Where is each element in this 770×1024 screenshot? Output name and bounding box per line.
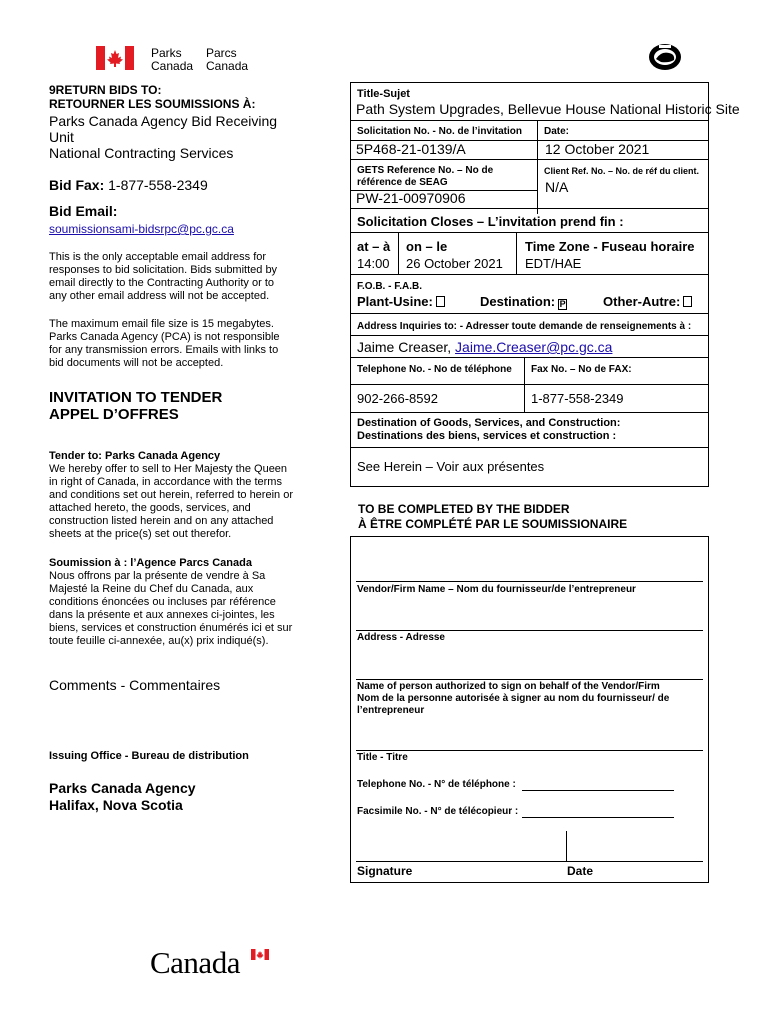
- address-line[interactable]: [356, 630, 703, 631]
- wordmark-flag-icon: [251, 949, 269, 960]
- destination-label: Destination:: [480, 294, 556, 309]
- canada-wordmark-text: Canada: [150, 945, 240, 980]
- email-note-1: [49, 251, 277, 303]
- parks-canada-signature: [96, 46, 256, 74]
- fax-value: 1-877-558-2349: [531, 391, 624, 406]
- telephone-field-label: Telephone No. - N° de téléphone :: [357, 779, 516, 790]
- timezone-label: Time Zone - Fuseau horaire: [525, 239, 695, 254]
- plant-checkbox[interactable]: [436, 296, 445, 307]
- title-line[interactable]: [356, 750, 703, 751]
- at-value: 14:00: [357, 256, 390, 271]
- note1-line: email directly to the Contracting Authority or to: [49, 277, 274, 289]
- note2-line: bid documents will not be accepted.: [49, 357, 224, 369]
- bid-email-link[interactable]: soumissionsami-bidsrpc@pc.gc.ca: [49, 222, 234, 236]
- return-bids-label: 9RETURN BIDS TO:: [49, 83, 162, 97]
- soumission-to: Soumission à : l’Agence Parcs Canada: [49, 557, 252, 569]
- soumission-body: [49, 570, 292, 648]
- destination-goods-en: Destination of Goods, Services, and Construction:: [357, 417, 621, 429]
- authorized-line[interactable]: [356, 679, 703, 680]
- bid-email-label: Bid Email:: [49, 203, 118, 219]
- note2-line: for any transmission errors. Emails with links to: [49, 344, 279, 356]
- see-herein: See Herein – Voir aux présentes: [357, 459, 545, 474]
- tender-to: Tender to: Parks Canada Agency: [49, 450, 221, 462]
- inquiries-label: Address Inquiries to: - Adresser toute demande de renseignements à :: [357, 321, 692, 332]
- date-sign-label: Date: [567, 864, 594, 878]
- office-line-1: Parks Canada Agency: [49, 780, 196, 796]
- title-label: Title-Sujet: [357, 88, 410, 100]
- bid-fax-value: 1-877-558-2349: [108, 177, 208, 193]
- destination-option[interactable]: [480, 294, 567, 310]
- gets-value: PW-21-00970906: [356, 190, 466, 206]
- note1-line: This is the only acceptable email address for: [49, 251, 267, 263]
- parks-fr-1: Parcs: [206, 46, 237, 60]
- soumission-line: dans la présente et aux annexes ci-jointes, les: [49, 609, 275, 621]
- address-label: Address - Adresse: [357, 632, 445, 643]
- fax-label: Fax No. – No de FAX:: [531, 364, 632, 375]
- client-ref-label: Client Ref. No. – No. de réf du client.: [544, 166, 700, 176]
- parks-fr-2: Canada: [206, 59, 249, 73]
- plant-option[interactable]: [357, 294, 445, 309]
- tender-line: sheets at the price(s) set out therefor.: [49, 528, 232, 540]
- signature-label: Signature: [357, 864, 413, 878]
- issuing-office-label: Issuing Office - Bureau de distribution: [49, 750, 249, 762]
- soumission-line: conditions énoncées ou incluses par référence: [49, 596, 276, 608]
- agency-line-1: Parks Canada Agency Bid Receiving: [49, 113, 278, 129]
- bid-fax: [49, 177, 208, 194]
- gets-label-2: référence de SEAG: [357, 177, 448, 188]
- complete-heading-fr: À ÊTRE COMPLÉTÉ PAR LE SOUMISSIONAIRE: [358, 517, 628, 531]
- at-label: at – à: [357, 239, 391, 254]
- facsimile-field-label: Facsimile No. - N° de télécopieur :: [357, 806, 519, 817]
- authorized-label: [357, 681, 669, 717]
- solicitation-label: Solicitation No. - No. de l’invitation: [357, 126, 522, 137]
- client-ref-value: N/A: [545, 179, 569, 195]
- other-option[interactable]: [603, 294, 692, 309]
- note1-line: any other email address will not be accepted.: [49, 290, 270, 302]
- note2-line: The maximum email file size is 15 megabytes.: [49, 318, 274, 330]
- note1-line: responses to bid solicitation. Bids submitted by: [49, 264, 278, 276]
- tender-body: [49, 463, 293, 541]
- note2-line: Parks Canada Agency (PCA) is not responsible: [49, 331, 280, 343]
- parks-en-1: Parks: [151, 46, 182, 60]
- complete-heading-en: TO BE COMPLETED BY THE BIDDER: [358, 502, 570, 516]
- on-value: 26 October 2021: [406, 256, 503, 271]
- agency-line-3: National Contracting Services: [49, 145, 234, 161]
- tender-line: in right of Canada, in accordance with the terms: [49, 476, 282, 488]
- authorized-line-text: Nom de la personne autorisée à signer au nom du fournisseur/ de: [357, 693, 670, 704]
- parks-en-2: Canada: [151, 59, 194, 73]
- canada-flag-icon: [96, 46, 134, 70]
- contact-email-link[interactable]: Jaime.Creaser@pc.gc.ca: [455, 339, 613, 355]
- agency-line-2: Unit: [49, 129, 74, 145]
- destination-goods-fr: Destinations des biens, services et construction :: [357, 430, 617, 442]
- other-checkbox[interactable]: [683, 296, 692, 307]
- facsimile-field-line[interactable]: [522, 817, 674, 818]
- authorized-line-text: Name of person authorized to sign on behalf of the Vendor/Firm: [357, 681, 660, 692]
- invitation-title: INVITATION TO TENDER: [49, 389, 223, 406]
- telephone-label: Telephone No. - No de téléphone: [357, 364, 512, 375]
- fob-label: F.O.B. - F.A.B.: [357, 281, 422, 292]
- office-line-2: Halifax, Nova Scotia: [49, 797, 183, 813]
- contact-line: [357, 339, 612, 356]
- date-label: Date:: [544, 126, 570, 137]
- on-label: on – le: [406, 239, 448, 254]
- beaver-logo-icon: [647, 42, 683, 72]
- soumission-line: Majesté la Reine du Chef du Canada, aux: [49, 583, 254, 595]
- soumission-line: Nous offrons par la présente de vendre à Sa: [49, 570, 266, 582]
- title-value: Path System Upgrades, Bellevue House National Historic Site: [356, 101, 740, 117]
- other-label: Other-Autre:: [603, 294, 681, 309]
- soumission-line: toute feuille ci-annexée, au(x) prix indiqué(s).: [49, 635, 269, 647]
- contact-name: Jaime Creaser,: [357, 339, 452, 355]
- solicitation-value: 5P468-21-0139/A: [356, 141, 466, 157]
- closes-label: Solicitation Closes – L’invitation prend fin :: [357, 214, 624, 229]
- retourner-label: RETOURNER LES SOUMISSIONS À:: [49, 97, 256, 111]
- comments-label: Comments - Commentaires: [49, 677, 221, 693]
- tender-line: attached hereto, the goods, services, and: [49, 502, 251, 514]
- bid-fax-label: Bid Fax:: [49, 177, 105, 193]
- signature-line[interactable]: [356, 861, 703, 862]
- plant-label: Plant-Usine:: [357, 294, 433, 309]
- tender-line: We hereby offer to sell to Her Majesty the Queen: [49, 463, 288, 475]
- appel-title: APPEL D’OFFRES: [49, 406, 179, 423]
- title-titre-label: Title - Titre: [357, 752, 408, 763]
- authorized-line-text: l’entrepreneur: [357, 705, 425, 716]
- vendor-label: Vendor/Firm Name – Nom du fournisseur/de l’entrepreneur: [357, 584, 636, 595]
- canada-wordmark: [150, 946, 272, 980]
- vendor-line[interactable]: [356, 581, 703, 582]
- telephone-field-line[interactable]: [522, 790, 674, 791]
- date-value: 12 October 2021: [545, 141, 650, 157]
- telephone-value: 902-266-8592: [357, 391, 438, 406]
- tender-line: construction listed herein and on any attached: [49, 515, 274, 527]
- timezone-value: EDT/HAE: [525, 256, 582, 271]
- tender-line: and conditions set out herein, referred to herein or: [49, 489, 293, 501]
- soumission-line: biens, services et construction énumérés ici et sur: [49, 622, 293, 634]
- destination-checkbox[interactable]: [558, 299, 567, 310]
- email-note-2: [49, 318, 280, 370]
- gets-label-1: GETS Reference No. – No de: [357, 165, 494, 176]
